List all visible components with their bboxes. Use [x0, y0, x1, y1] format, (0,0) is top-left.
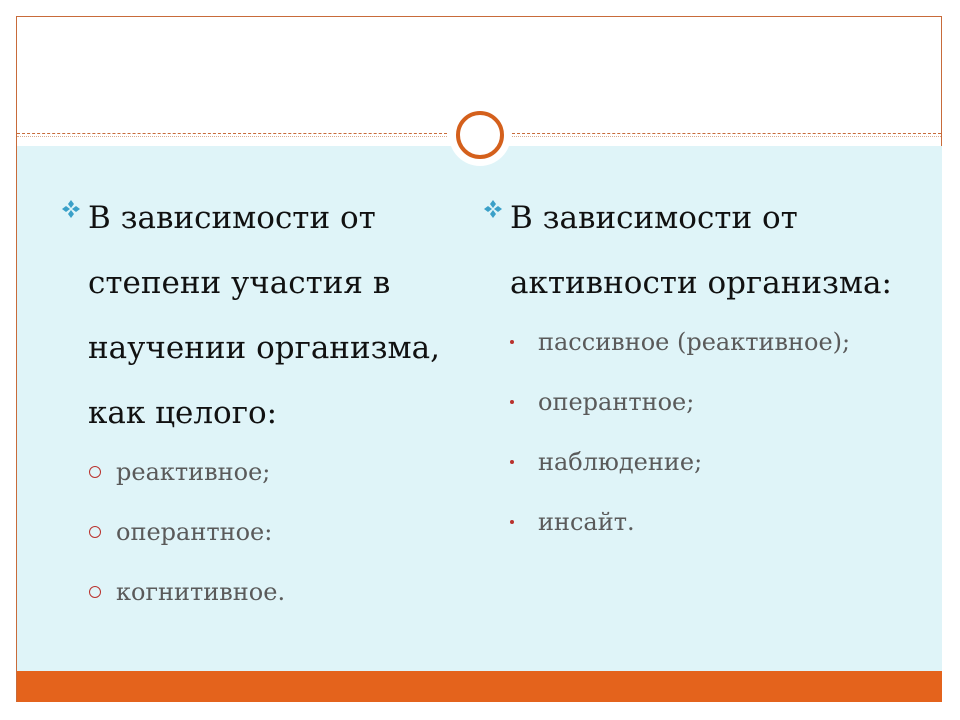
list-item [482, 316, 922, 376]
header-divider-right [512, 133, 941, 134]
ring-bullet-icon [89, 586, 101, 598]
left-column [60, 196, 460, 626]
list-item-label: оперантное; [538, 388, 695, 416]
ring-bullet-icon [89, 466, 101, 478]
left-main-bullet-item [60, 186, 460, 446]
list-item-label: пассивное (реактивное); [538, 328, 851, 356]
dot-bullet-icon [510, 520, 514, 524]
circle-ring-icon [456, 111, 504, 159]
diamond-bullet-icon [482, 198, 504, 220]
list-item-label: инсайт. [538, 508, 635, 536]
list-item-label: реактивное; [116, 458, 271, 486]
list-item-label: когнитивное. [116, 578, 286, 606]
header-badge [449, 104, 511, 166]
left-column-heading: В зависимости от степени участия в научении организма, как целого: [88, 200, 440, 431]
footer-accent-bar [17, 671, 942, 702]
diamond-bullet-icon [60, 198, 82, 220]
header-divider-right-secondary [512, 136, 941, 137]
dot-bullet-icon [510, 340, 514, 344]
list-item [60, 446, 460, 506]
list-item [60, 566, 460, 626]
right-column-heading: В зависимости от активности организма: [510, 200, 892, 301]
list-item [482, 436, 922, 496]
right-main-bullet-item [482, 186, 922, 316]
ring-bullet-icon [89, 526, 101, 538]
left-sub-list [60, 446, 460, 626]
list-item [482, 496, 922, 556]
dot-bullet-icon [510, 400, 514, 404]
header-divider-left [17, 133, 447, 134]
list-item-label: оперантное: [116, 518, 273, 546]
header-divider-left-secondary [17, 136, 447, 137]
right-column [482, 196, 922, 556]
list-item [60, 506, 460, 566]
dot-bullet-icon [510, 460, 514, 464]
right-sub-list [482, 316, 922, 556]
list-item [482, 376, 922, 436]
list-item-label: наблюдение; [538, 448, 703, 476]
